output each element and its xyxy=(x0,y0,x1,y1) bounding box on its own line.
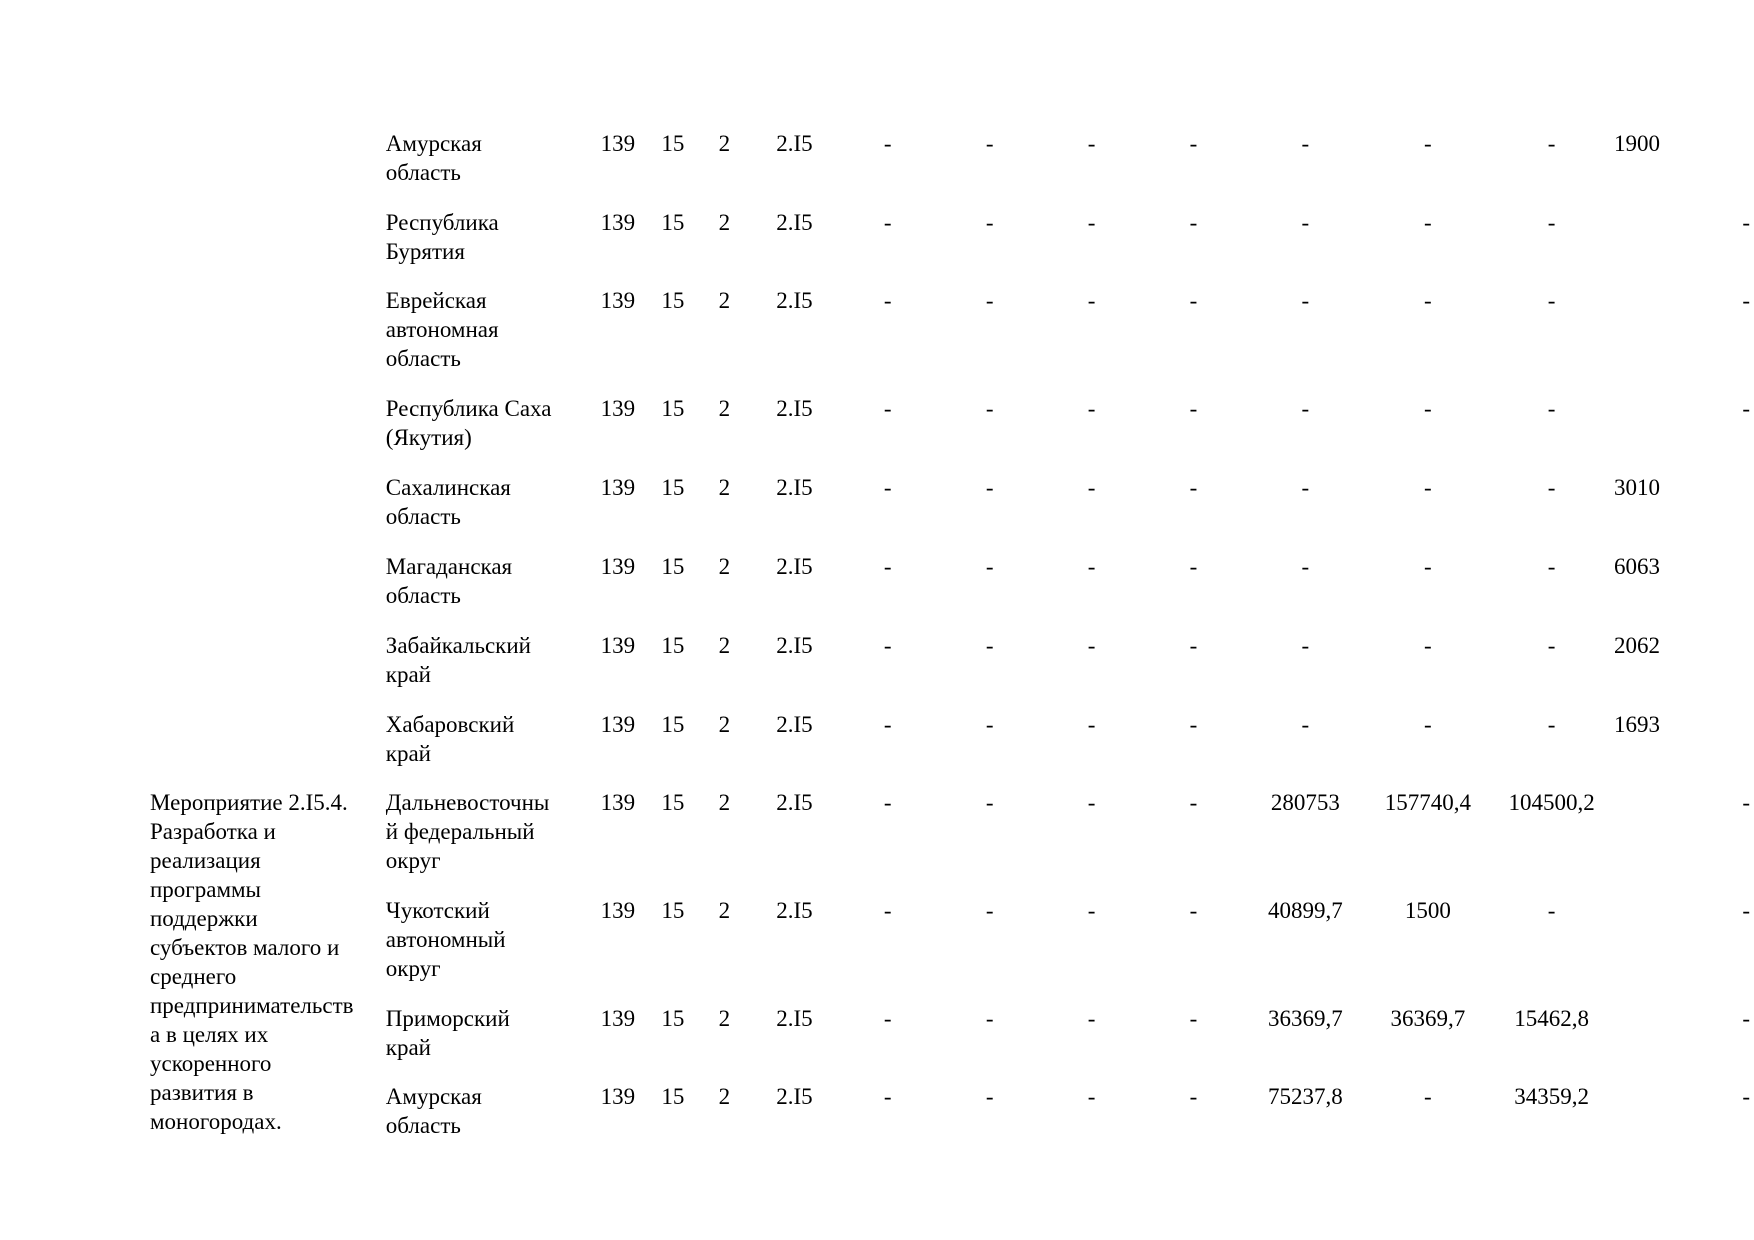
budget-code-1: 139 xyxy=(600,131,636,156)
value-col-3: - xyxy=(1087,712,1096,737)
value-col-8 xyxy=(1614,208,1754,286)
value-col-8 xyxy=(1614,473,1754,552)
budget-code-2: 15 xyxy=(661,131,685,156)
value-col-3: - xyxy=(1087,554,1096,579)
value-col-5: - xyxy=(1301,475,1310,500)
region-name: Еврейская автономная область xyxy=(385,288,499,371)
value-col-8 xyxy=(1614,631,1754,710)
value-col-4: - xyxy=(1189,712,1198,737)
table-row xyxy=(150,896,1754,1004)
budget-code-2: 15 xyxy=(661,210,685,235)
value-col-8 xyxy=(1614,896,1754,1004)
value-col-3: - xyxy=(1087,210,1096,235)
value-col-7: - xyxy=(1547,210,1556,235)
value-col-5: 40899,7 xyxy=(1268,898,1343,923)
region-name: Сахалинская область xyxy=(385,475,511,529)
value-col-6: 157740,4 xyxy=(1384,790,1471,815)
value-col-5: 36369,7 xyxy=(1268,1006,1343,1031)
value-col-3: - xyxy=(1087,288,1096,313)
value-col-2: - xyxy=(985,131,994,156)
table-row xyxy=(150,394,1754,473)
table-row xyxy=(150,1004,1754,1082)
budget-code-1: 139 xyxy=(600,712,636,737)
budget-code-2: 15 xyxy=(661,554,685,579)
budget-code-4: 2.I5 xyxy=(776,790,813,815)
budget-code-1: 139 xyxy=(600,554,636,579)
value-col-4: - xyxy=(1189,1006,1198,1031)
region-name: Магаданская область xyxy=(385,554,513,608)
funding-table xyxy=(150,129,1754,1162)
value-col-7: - xyxy=(1547,131,1556,156)
value-col-3: - xyxy=(1087,131,1096,156)
value-col-1: - xyxy=(883,475,892,500)
budget-code-3: 2 xyxy=(718,554,731,579)
value-col-2: - xyxy=(985,396,994,421)
value-col-6: 1500 xyxy=(1404,898,1451,923)
value-text: 3010 xyxy=(1613,475,1660,500)
value-col-3: - xyxy=(1087,898,1096,923)
table-row xyxy=(150,552,1754,631)
value-col-7: 34359,2 xyxy=(1514,1084,1589,1109)
value-text: 1900 xyxy=(1613,131,1660,156)
value-col-1: - xyxy=(883,131,892,156)
budget-code-4: 2.I5 xyxy=(776,475,813,500)
value-col-3: - xyxy=(1087,1084,1096,1109)
value-col-3: - xyxy=(1087,475,1096,500)
value-col-2: - xyxy=(985,790,994,815)
value-text: - xyxy=(1742,396,1750,421)
value-col-6: 36369,7 xyxy=(1390,1006,1466,1031)
value-col-6: - xyxy=(1424,475,1432,500)
value-col-2: - xyxy=(985,1084,994,1109)
value-col-3: - xyxy=(1087,790,1096,815)
budget-code-3: 2 xyxy=(718,712,731,737)
value-col-2: - xyxy=(985,633,994,658)
value-col-7: - xyxy=(1547,475,1556,500)
value-col-7: 104500,2 xyxy=(1508,790,1595,815)
budget-code-3: 2 xyxy=(718,1084,731,1109)
budget-code-3: 2 xyxy=(718,288,731,313)
budget-code-1: 139 xyxy=(600,396,636,421)
value-col-8 xyxy=(1614,1004,1754,1082)
value-col-5: 280753 xyxy=(1270,790,1340,815)
budget-code-4: 2.I5 xyxy=(776,396,813,421)
budget-code-4: 2.I5 xyxy=(776,1084,813,1109)
value-text: 2062 xyxy=(1613,633,1660,658)
value-text: - xyxy=(1742,898,1750,923)
value-col-5: - xyxy=(1301,210,1310,235)
budget-code-2: 15 xyxy=(661,633,685,658)
table-row xyxy=(150,286,1754,394)
region-name: Чукотский автономный округ xyxy=(385,898,506,981)
table-row xyxy=(150,631,1754,710)
budget-code-4: 2.I5 xyxy=(776,210,813,235)
budget-code-1: 139 xyxy=(600,288,636,313)
value-col-5: - xyxy=(1301,288,1310,313)
value-col-6: - xyxy=(1424,712,1432,737)
budget-code-2: 15 xyxy=(661,1084,685,1109)
value-col-2: - xyxy=(985,898,994,923)
budget-code-3: 2 xyxy=(718,898,731,923)
region-name: Хабаровский край xyxy=(385,712,515,766)
budget-code-4: 2.I5 xyxy=(776,1006,813,1031)
value-col-8 xyxy=(1614,286,1754,394)
value-col-2: - xyxy=(985,475,994,500)
value-col-6: - xyxy=(1424,554,1432,579)
value-col-3: - xyxy=(1087,1006,1096,1031)
budget-code-4: 2.I5 xyxy=(776,898,813,923)
region-name: Амурская область xyxy=(385,1084,482,1138)
region-name: Республика Саха (Якутия) xyxy=(385,396,552,450)
value-col-2: - xyxy=(985,712,994,737)
value-col-7: - xyxy=(1547,554,1556,579)
region-name: Амурская область xyxy=(385,131,482,185)
value-col-7: - xyxy=(1547,396,1556,421)
budget-code-4: 2.I5 xyxy=(776,633,813,658)
value-col-5: - xyxy=(1301,131,1310,156)
value-col-4: - xyxy=(1189,790,1198,815)
value-col-7: - xyxy=(1547,288,1556,313)
budget-code-2: 15 xyxy=(661,898,685,923)
value-col-4: - xyxy=(1189,554,1198,579)
value-col-6: - xyxy=(1424,633,1432,658)
budget-code-3: 2 xyxy=(718,790,731,815)
value-text: - xyxy=(1742,1006,1750,1031)
value-col-8 xyxy=(1614,788,1754,896)
empty-event-cell xyxy=(150,129,386,788)
budget-code-2: 15 xyxy=(661,790,685,815)
value-col-2: - xyxy=(985,554,994,579)
budget-code-1: 139 xyxy=(600,1006,636,1031)
value-col-1: - xyxy=(883,1006,892,1031)
value-col-4: - xyxy=(1189,396,1198,421)
value-col-3: - xyxy=(1087,396,1096,421)
budget-code-3: 2 xyxy=(718,131,731,156)
value-text: 6063 xyxy=(1613,554,1660,579)
budget-code-1: 139 xyxy=(600,633,636,658)
value-col-1: - xyxy=(883,554,892,579)
budget-code-2: 15 xyxy=(661,1006,685,1031)
budget-code-1: 139 xyxy=(600,475,636,500)
value-col-8 xyxy=(1614,129,1754,208)
value-col-5: - xyxy=(1301,554,1310,579)
table-row xyxy=(150,1082,1754,1162)
budget-code-2: 15 xyxy=(661,475,685,500)
value-text: - xyxy=(1742,790,1750,815)
value-col-2: - xyxy=(985,210,994,235)
budget-code-1: 139 xyxy=(600,210,636,235)
budget-code-3: 2 xyxy=(718,633,731,658)
budget-code-2: 15 xyxy=(661,288,685,313)
budget-code-4: 2.I5 xyxy=(776,131,813,156)
value-col-7: 15462,8 xyxy=(1514,1006,1589,1031)
value-col-2: - xyxy=(985,288,994,313)
region-name: Забайкальский край xyxy=(385,633,531,687)
value-col-1: - xyxy=(883,790,892,815)
budget-code-2: 15 xyxy=(661,712,685,737)
value-col-5: 75237,8 xyxy=(1268,1084,1343,1109)
value-col-8 xyxy=(1614,552,1754,631)
event-description: Мероприятие 2.I5.4. Разработка и реализация программы поддержки субъектов малого и среднего предпринимательств а в целях их ускоренного развития в моногородах. xyxy=(150,790,354,1134)
table-row xyxy=(150,788,1754,896)
value-col-6: - xyxy=(1424,288,1432,313)
value-col-4: - xyxy=(1189,898,1198,923)
value-col-1: - xyxy=(883,396,892,421)
region-name: Дальневосточны й федеральный округ xyxy=(385,790,550,873)
value-col-8 xyxy=(1614,1082,1754,1162)
budget-code-4: 2.I5 xyxy=(776,288,813,313)
table-row xyxy=(150,208,1754,286)
budget-code-3: 2 xyxy=(718,210,731,235)
value-col-4: - xyxy=(1189,131,1198,156)
value-text: - xyxy=(1742,210,1750,235)
value-col-5: - xyxy=(1301,712,1310,737)
value-col-4: - xyxy=(1189,288,1198,313)
table-row xyxy=(150,129,1754,208)
value-col-1: - xyxy=(883,210,892,235)
budget-code-1: 139 xyxy=(600,898,636,923)
budget-code-3: 2 xyxy=(718,396,731,421)
value-text: - xyxy=(1742,1084,1750,1109)
value-col-6: - xyxy=(1424,1084,1432,1109)
value-col-7: - xyxy=(1547,633,1556,658)
value-col-3: - xyxy=(1087,633,1096,658)
value-col-4: - xyxy=(1189,633,1198,658)
value-col-1: - xyxy=(883,1084,892,1109)
value-col-1: - xyxy=(883,712,892,737)
value-col-6: - xyxy=(1424,210,1432,235)
value-col-2: - xyxy=(985,1006,994,1031)
value-col-6: - xyxy=(1424,396,1432,421)
value-col-4: - xyxy=(1189,210,1198,235)
value-col-7: - xyxy=(1547,898,1556,923)
value-text: - xyxy=(1742,288,1750,313)
budget-code-3: 2 xyxy=(718,1006,731,1031)
value-col-7: - xyxy=(1547,712,1556,737)
region-name: Республика Бурятия xyxy=(385,210,499,264)
budget-code-1: 139 xyxy=(600,1084,636,1109)
value-col-8 xyxy=(1614,394,1754,473)
value-col-4: - xyxy=(1189,1084,1198,1109)
value-col-8 xyxy=(1614,710,1754,788)
value-col-1: - xyxy=(883,898,892,923)
value-col-6: - xyxy=(1424,131,1432,156)
value-col-1: - xyxy=(883,633,892,658)
value-col-5: - xyxy=(1301,633,1310,658)
budget-code-2: 15 xyxy=(661,396,685,421)
value-col-1: - xyxy=(883,288,892,313)
budget-code-4: 2.I5 xyxy=(776,554,813,579)
value-text: 1693 xyxy=(1613,712,1660,737)
table-row xyxy=(150,473,1754,552)
value-col-5: - xyxy=(1301,396,1310,421)
budget-code-4: 2.I5 xyxy=(776,712,813,737)
table-row xyxy=(150,710,1754,788)
budget-code-3: 2 xyxy=(718,475,731,500)
region-name: Приморский край xyxy=(385,1006,510,1060)
budget-code-1: 139 xyxy=(600,790,636,815)
value-col-4: - xyxy=(1189,475,1198,500)
